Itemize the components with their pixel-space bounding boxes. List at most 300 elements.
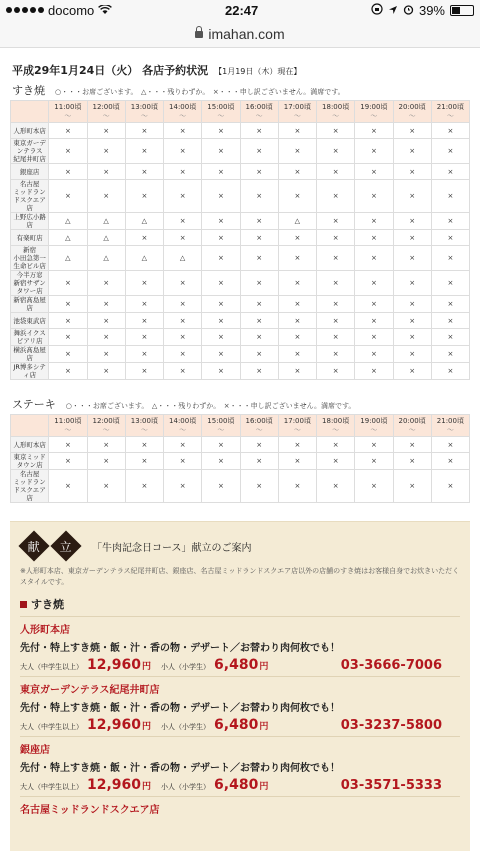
time-header: 16:00頃 〜 (240, 415, 278, 437)
availability-cell: × (125, 363, 163, 380)
alarm-icon (403, 3, 414, 18)
wifi-icon (98, 3, 112, 18)
table-row (11, 453, 470, 470)
availability-cell: △ (49, 213, 87, 230)
availability-cell: × (202, 139, 240, 164)
availability-cell: × (240, 453, 278, 470)
availability-cell: × (164, 346, 202, 363)
time-header: 18:00頃 〜 (317, 415, 355, 437)
availability-cell: × (431, 246, 469, 271)
availability-cell: × (393, 139, 431, 164)
table-row (11, 164, 470, 180)
availability-cell: × (125, 139, 163, 164)
store-name: 新宿髙島屋店 (11, 296, 49, 313)
time-header: 20:00頃 〜 (393, 101, 431, 123)
availability-cell: × (393, 313, 431, 329)
availability-cell: × (278, 271, 316, 296)
menu-panel (10, 521, 470, 851)
availability-cell: × (317, 296, 355, 313)
table-row (11, 470, 470, 503)
availability-cell: × (393, 246, 431, 271)
availability-cell: × (87, 139, 125, 164)
availability-cell: × (355, 313, 393, 329)
child-label: 小人（小学生） (161, 723, 211, 731)
availability-cell: × (355, 271, 393, 296)
availability-cell: × (393, 230, 431, 246)
availability-cell: × (240, 180, 278, 213)
header-corner (11, 415, 49, 437)
availability-cell: × (202, 346, 240, 363)
badge-date: 立 (50, 530, 81, 561)
availability-cell: × (317, 139, 355, 164)
availability-cell: × (355, 246, 393, 271)
carrier-area (6, 3, 112, 18)
availability-cell: × (393, 180, 431, 213)
shop-list (20, 616, 460, 822)
availability-cell: × (278, 470, 316, 503)
availability-cell: × (125, 180, 163, 213)
child-price: 6,480 (214, 717, 259, 733)
carrier-label: docomo (48, 2, 95, 18)
availability-cell: × (431, 123, 469, 139)
availability-cell: × (49, 123, 87, 139)
availability-cell: × (202, 271, 240, 296)
availability-cell: × (240, 437, 278, 453)
availability-cell: × (164, 123, 202, 139)
yen-unit: 円 (142, 662, 152, 672)
availability-cell: △ (87, 213, 125, 230)
availability-cell: × (355, 346, 393, 363)
availability-cell: × (431, 470, 469, 503)
availability-cell: × (431, 139, 469, 164)
child-price: 6,480 (214, 777, 259, 793)
availability-cell: × (393, 271, 431, 296)
availability-cell: × (87, 271, 125, 296)
availability-cell: × (125, 230, 163, 246)
availability-cell: × (87, 180, 125, 213)
availability-cell: × (49, 470, 87, 503)
course-description: 先付・特上すき焼・飯・汁・香の物・デザート／お替わり肉何枚でも！ (20, 763, 340, 774)
availability-cell: × (393, 164, 431, 180)
availability-cell: × (355, 213, 393, 230)
availability-cell: × (355, 139, 393, 164)
rotation-lock-icon (371, 3, 383, 18)
sukiyaki-table (10, 100, 470, 380)
availability-cell: × (278, 139, 316, 164)
availability-cell: × (355, 123, 393, 139)
store-name: 今半万窓 新宿サザンタワー店 (11, 271, 49, 296)
phone-number[interactable]: 03-3237-5800 (340, 718, 442, 733)
availability-cell: × (49, 453, 87, 470)
battery-percent: 39% (418, 2, 445, 18)
price-row (20, 717, 460, 733)
yen-unit: 円 (142, 722, 152, 732)
availability-cell: × (87, 346, 125, 363)
table-row (11, 123, 470, 139)
availability-cell: × (278, 164, 316, 180)
table-row (11, 213, 470, 230)
yen-unit: 円 (259, 722, 269, 732)
sukiyaki-header (12, 82, 470, 98)
availability-cell: △ (164, 246, 202, 271)
table-row (11, 271, 470, 296)
availability-cell: × (240, 246, 278, 271)
status-right (371, 3, 474, 18)
signal-icon (6, 7, 44, 13)
availability-cell: × (202, 123, 240, 139)
store-name: JR博多シティ店 (11, 363, 49, 380)
availability-cell: × (240, 213, 278, 230)
availability-cell: × (355, 453, 393, 470)
availability-cell: × (317, 180, 355, 213)
availability-cell: × (355, 470, 393, 503)
shop-name[interactable]: 銀座店 (20, 745, 50, 756)
store-name: 上野広小路店 (11, 213, 49, 230)
page-content (0, 48, 480, 855)
time-header: 15:00頃 〜 (202, 101, 240, 123)
course-description: 先付・特上すき焼・飯・汁・香の物・デザート／お替わり肉何枚でも！ (20, 703, 340, 714)
time-header: 21:00頃 〜 (431, 415, 469, 437)
time-header: 19:00頃 〜 (355, 415, 393, 437)
availability-cell: × (164, 437, 202, 453)
availability-cell: △ (49, 230, 87, 246)
availability-cell: × (164, 139, 202, 164)
availability-cell: × (278, 313, 316, 329)
availability-cell: × (125, 164, 163, 180)
phone-number[interactable]: 03-3666-7006 (340, 658, 442, 673)
availability-cell: × (393, 329, 431, 346)
time-header: 13:00頃 〜 (125, 101, 163, 123)
availability-cell: × (278, 346, 316, 363)
availability-cell: △ (125, 246, 163, 271)
table-row (11, 180, 470, 213)
availability-cell: × (355, 363, 393, 380)
availability-cell: × (393, 437, 431, 453)
availability-cell: × (202, 313, 240, 329)
availability-cell: × (317, 230, 355, 246)
availability-cell: × (317, 246, 355, 271)
table-row (11, 437, 470, 453)
availability-cell: × (49, 437, 87, 453)
availability-cell: × (393, 470, 431, 503)
availability-cell: × (317, 437, 355, 453)
availability-cell: × (240, 346, 278, 363)
availability-cell: × (125, 470, 163, 503)
availability-cell: × (317, 329, 355, 346)
availability-cell: × (431, 230, 469, 246)
table-row (11, 246, 470, 271)
availability-cell: × (240, 164, 278, 180)
availability-cell: × (317, 213, 355, 230)
availability-cell: × (278, 180, 316, 213)
availability-cell: × (202, 246, 240, 271)
availability-cell: × (125, 313, 163, 329)
availability-cell: × (164, 296, 202, 313)
availability-cell: × (431, 363, 469, 380)
availability-cell: × (431, 346, 469, 363)
availability-cell: × (278, 437, 316, 453)
availability-cell: △ (278, 213, 316, 230)
availability-cell: × (87, 164, 125, 180)
availability-cell: × (49, 271, 87, 296)
time-header: 16:00頃 〜 (240, 101, 278, 123)
availability-cell: × (202, 363, 240, 380)
time-header: 11:00頃 〜 (49, 101, 87, 123)
availability-cell: × (125, 271, 163, 296)
availability-cell: × (87, 437, 125, 453)
table-row (11, 230, 470, 246)
table-row (11, 346, 470, 363)
child-label: 小人（小学生） (161, 783, 211, 791)
availability-cell: × (87, 470, 125, 503)
availability-cell: × (431, 213, 469, 230)
availability-cell: × (202, 164, 240, 180)
store-name: 銀座店 (11, 164, 49, 180)
time-header: 14:00頃 〜 (164, 101, 202, 123)
availability-cell: × (164, 329, 202, 346)
time-header: 12:00頃 〜 (87, 101, 125, 123)
adult-price: 12,960 (87, 777, 142, 793)
title-main: 平成29年1月24日（火） 各店予約状況 (12, 64, 209, 77)
yen-unit: 円 (259, 662, 269, 672)
availability-cell: × (355, 180, 393, 213)
table-row (11, 329, 470, 346)
availability-cell: × (164, 230, 202, 246)
availability-cell: × (125, 123, 163, 139)
store-name: 池袋東武店 (11, 313, 49, 329)
availability-cell: × (393, 213, 431, 230)
availability-cell: × (87, 363, 125, 380)
availability-cell: × (393, 453, 431, 470)
adult-price: 12,960 (87, 717, 142, 733)
adult-label: 大人（中学生以上） (20, 783, 83, 791)
battery-icon (450, 5, 474, 16)
availability-cell: × (87, 296, 125, 313)
availability-cell: × (431, 313, 469, 329)
time-header: 19:00頃 〜 (355, 101, 393, 123)
steak-legend: ○・・・お席ございます。 △・・・残りわずか。 ×・・・申し訳ございません。満席です。 (65, 402, 356, 410)
availability-cell: × (317, 453, 355, 470)
availability-cell: × (125, 346, 163, 363)
availability-cell: × (278, 296, 316, 313)
store-name: 東京ガーデンテラス 紀尾井町店 (11, 139, 49, 164)
menu-title: 「牛肉記念日コース」献立のご案内 (92, 542, 252, 554)
availability-cell: × (125, 329, 163, 346)
sukiyaki-legend: ○・・・お席ございます。 △・・・残りわずか。 ×・・・申し訳ございません。満席です。 (55, 88, 345, 96)
availability-cell: × (202, 329, 240, 346)
category-heading: すき焼 (20, 596, 460, 612)
time-header: 17:00頃 〜 (278, 415, 316, 437)
steak-label: ステーキ (12, 398, 56, 411)
availability-cell: × (317, 123, 355, 139)
availability-cell: × (240, 329, 278, 346)
adult-price: 12,960 (87, 657, 142, 673)
price-row (20, 777, 460, 793)
availability-cell: × (278, 363, 316, 380)
time-header: 21:00頃 〜 (431, 101, 469, 123)
time-header: 15:00頃 〜 (202, 415, 240, 437)
availability-cell: × (202, 180, 240, 213)
availability-cell: × (49, 139, 87, 164)
availability-cell: × (355, 164, 393, 180)
store-name: 名古屋 ミッドランドスクエア店 (11, 180, 49, 213)
page-title (12, 62, 470, 78)
availability-cell: × (240, 271, 278, 296)
availability-cell: × (355, 437, 393, 453)
availability-cell: × (431, 164, 469, 180)
shop-entry (20, 616, 460, 676)
availability-cell: × (49, 296, 87, 313)
availability-cell: × (87, 453, 125, 470)
availability-cell: △ (49, 246, 87, 271)
availability-cell: × (355, 296, 393, 313)
availability-cell: × (202, 296, 240, 313)
availability-cell: × (240, 296, 278, 313)
lock-icon (195, 31, 203, 38)
availability-cell: × (393, 346, 431, 363)
availability-cell: × (125, 296, 163, 313)
store-name: 人形町本店 (11, 123, 49, 139)
availability-cell: × (278, 246, 316, 271)
yen-unit: 円 (142, 782, 152, 792)
shop-entry (20, 676, 460, 736)
time-header: 14:00頃 〜 (164, 415, 202, 437)
availability-cell: × (49, 164, 87, 180)
availability-cell: × (125, 453, 163, 470)
availability-cell: × (164, 453, 202, 470)
availability-cell: △ (87, 230, 125, 246)
square-bullet-icon (20, 601, 27, 608)
availability-cell: × (240, 230, 278, 246)
availability-cell: × (49, 180, 87, 213)
availability-cell: × (393, 123, 431, 139)
child-price: 6,480 (214, 657, 259, 673)
availability-cell: × (431, 329, 469, 346)
availability-cell: × (164, 213, 202, 230)
shop-entry (20, 796, 460, 822)
availability-cell: × (278, 453, 316, 470)
availability-cell: × (278, 230, 316, 246)
availability-cell: × (278, 329, 316, 346)
availability-cell: × (393, 296, 431, 313)
store-name: 有楽町店 (11, 230, 49, 246)
availability-cell: × (49, 329, 87, 346)
time-header: 13:00頃 〜 (125, 415, 163, 437)
availability-cell: × (202, 453, 240, 470)
store-name: 東京ミッドタウン店 (11, 453, 49, 470)
availability-cell: × (164, 363, 202, 380)
availability-cell: × (317, 363, 355, 380)
availability-cell: × (355, 329, 393, 346)
availability-cell: △ (87, 246, 125, 271)
availability-cell: × (355, 230, 393, 246)
availability-cell: × (87, 329, 125, 346)
availability-cell: × (431, 271, 469, 296)
address-bar[interactable] (0, 20, 480, 48)
location-icon (388, 3, 398, 18)
availability-cell: × (125, 437, 163, 453)
availability-cell: × (240, 313, 278, 329)
availability-cell: × (317, 271, 355, 296)
store-name: 舞浜イクスピアリ店 (11, 329, 49, 346)
availability-cell: × (202, 230, 240, 246)
store-name: 横浜髙島屋店 (11, 346, 49, 363)
availability-cell: × (317, 313, 355, 329)
menu-heading (20, 532, 460, 560)
availability-cell: △ (125, 213, 163, 230)
availability-cell: × (317, 346, 355, 363)
shop-name[interactable]: 東京ガーデンテラス紀尾井町店 (20, 685, 160, 696)
availability-cell: × (240, 123, 278, 139)
availability-cell: × (87, 313, 125, 329)
badge-ken: 献 (18, 530, 49, 561)
yen-unit: 円 (259, 782, 269, 792)
availability-cell: × (240, 363, 278, 380)
shop-name[interactable]: 人形町本店 (20, 625, 70, 636)
availability-cell: × (87, 123, 125, 139)
table-row (11, 296, 470, 313)
steak-header (12, 396, 470, 412)
phone-number[interactable]: 03-3571-5333 (340, 778, 442, 793)
table-row (11, 139, 470, 164)
clock: 22:47 (224, 2, 259, 18)
title-asof: 【1月19日（木）現在】 (214, 67, 302, 76)
availability-cell: × (164, 271, 202, 296)
shop-entry (20, 736, 460, 796)
time-header: 11:00頃 〜 (49, 415, 87, 437)
status-bar (0, 0, 480, 20)
sukiyaki-label: すき焼 (12, 84, 45, 97)
url-text: imahan.com (208, 25, 285, 42)
availability-cell: × (164, 164, 202, 180)
time-header: 12:00頃 〜 (87, 415, 125, 437)
availability-cell: × (431, 453, 469, 470)
availability-cell: × (164, 313, 202, 329)
availability-cell: × (202, 437, 240, 453)
availability-cell: × (49, 313, 87, 329)
time-header: 17:00頃 〜 (278, 101, 316, 123)
steak-table (10, 414, 470, 503)
store-name: 新宿 小田急第一生命ビル店 (11, 246, 49, 271)
availability-cell: × (393, 363, 431, 380)
time-header: 18:00頃 〜 (317, 101, 355, 123)
adult-label: 大人（中学生以上） (20, 723, 83, 731)
store-name: 名古屋 ミッドランドスクエア店 (11, 470, 49, 503)
menu-note: ※人形町本店、東京ガーデンテラス紀尾井町店、銀座店、名古屋ミッドランドスクエア店以外の店舗のすき焼はお客様自身でお炊きいただくスタイルです。 (20, 567, 460, 586)
store-name: 人形町本店 (11, 437, 49, 453)
availability-cell: × (431, 296, 469, 313)
availability-cell: × (240, 139, 278, 164)
adult-label: 大人（中学生以上） (20, 663, 83, 671)
availability-cell: × (49, 346, 87, 363)
availability-cell: × (164, 180, 202, 213)
price-row (20, 657, 460, 673)
availability-cell: × (317, 470, 355, 503)
shop-name[interactable]: 名古屋ミッドランドスクエア店 (20, 805, 160, 816)
availability-cell: × (164, 470, 202, 503)
availability-cell: × (278, 123, 316, 139)
table-row (11, 313, 470, 329)
availability-cell: × (240, 470, 278, 503)
availability-cell: × (202, 213, 240, 230)
availability-cell: × (202, 470, 240, 503)
child-label: 小人（小学生） (161, 663, 211, 671)
availability-cell: × (49, 363, 87, 380)
availability-cell: × (317, 164, 355, 180)
availability-cell: × (431, 437, 469, 453)
header-corner (11, 101, 49, 123)
availability-cell: × (431, 180, 469, 213)
